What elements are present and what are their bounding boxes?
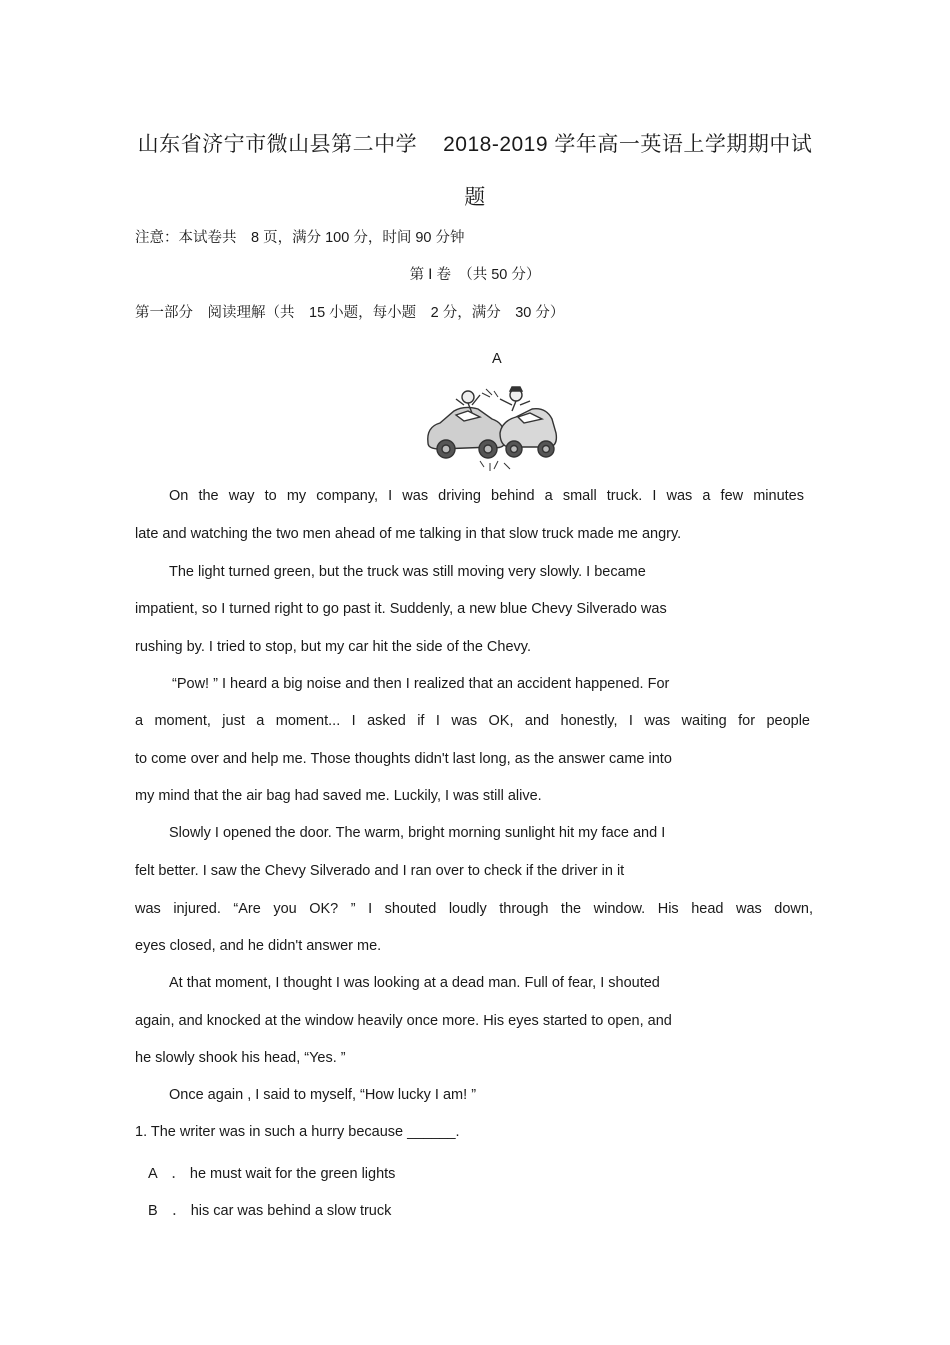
passage-line: Once again , I said to myself, “How lucky I am! ” xyxy=(169,1087,477,1103)
exam-title-school: 山东省济宁市微山县第二中学 xyxy=(137,133,418,156)
passage-line: my mind that the air bag had saved me. Luckily, I was still alive. xyxy=(135,788,542,804)
passage-line: The light turned green, but the truck was still moving very slowly. I became xyxy=(169,564,646,580)
question-stem: 1. The writer was in such a hurry because ______. xyxy=(135,1124,460,1140)
passage-line: again, and knocked at the window heavily once more. His eyes started to open, and xyxy=(135,1013,672,1029)
passage-line: a moment, just a moment... I asked if I was OK, and honestly, I was waiting for people xyxy=(135,713,810,729)
passage-line: eyes closed, and he didn't answer me. xyxy=(135,938,382,954)
answer-option-a[interactable]: A ． he must wait for the green lights xyxy=(148,1166,396,1182)
passage-line: On the way to my company, I was driving behind a small truck. I was a few minutes xyxy=(169,488,804,504)
passage-line: At that moment, I thought I was looking at a dead man. Full of fear, I shouted xyxy=(169,975,660,991)
passage-line: felt better. I saw the Chevy Silverado and I ran over to check if the driver in it xyxy=(135,863,625,879)
passage-line: impatient, so I turned right to go past it. Suddenly, a new blue Chevy Silverado was xyxy=(135,601,667,617)
exam-title xyxy=(0,128,950,158)
car-crash-illustration xyxy=(420,383,562,473)
passage-line: “Pow! ” I heard a big noise and then I realized that an accident happened. For xyxy=(172,676,670,692)
passage-line: he slowly shook his head, “Yes. ” xyxy=(135,1050,346,1066)
passage-line: rushing by. I tried to stop, but my car hit the side of the Chevy. xyxy=(135,639,531,655)
volume-heading: 第 Ⅰ 卷 （共 50 分） xyxy=(409,267,541,283)
passage-line: was injured. “Are you OK? ” I shouted loudly through the window. His head was down, xyxy=(135,901,813,917)
passage-line: to come over and help me. Those thoughts didn't last long, as the answer came into xyxy=(135,751,672,767)
section-heading: 第一部分 阅读理解（共 15 小题，每小题 2 分，满分 30 分） xyxy=(135,305,565,321)
passage-line: Slowly I opened the door. The warm, bright morning sunlight hit my face and I xyxy=(169,825,666,841)
passage-label: A xyxy=(492,351,502,367)
passage-line: late and watching the two men ahead of me talking in that slow truck made me angry. xyxy=(135,526,682,542)
exam-title-term: 2018-2019 学年高一英语上学期期中试 xyxy=(443,133,813,156)
answer-option-b[interactable]: B ． his car was behind a slow truck xyxy=(148,1203,392,1219)
exam-notice: 注意：本试卷共 8 页，满分 100 分，时间 90 分钟 xyxy=(135,230,465,246)
exam-title-continued: 题 xyxy=(464,186,486,209)
